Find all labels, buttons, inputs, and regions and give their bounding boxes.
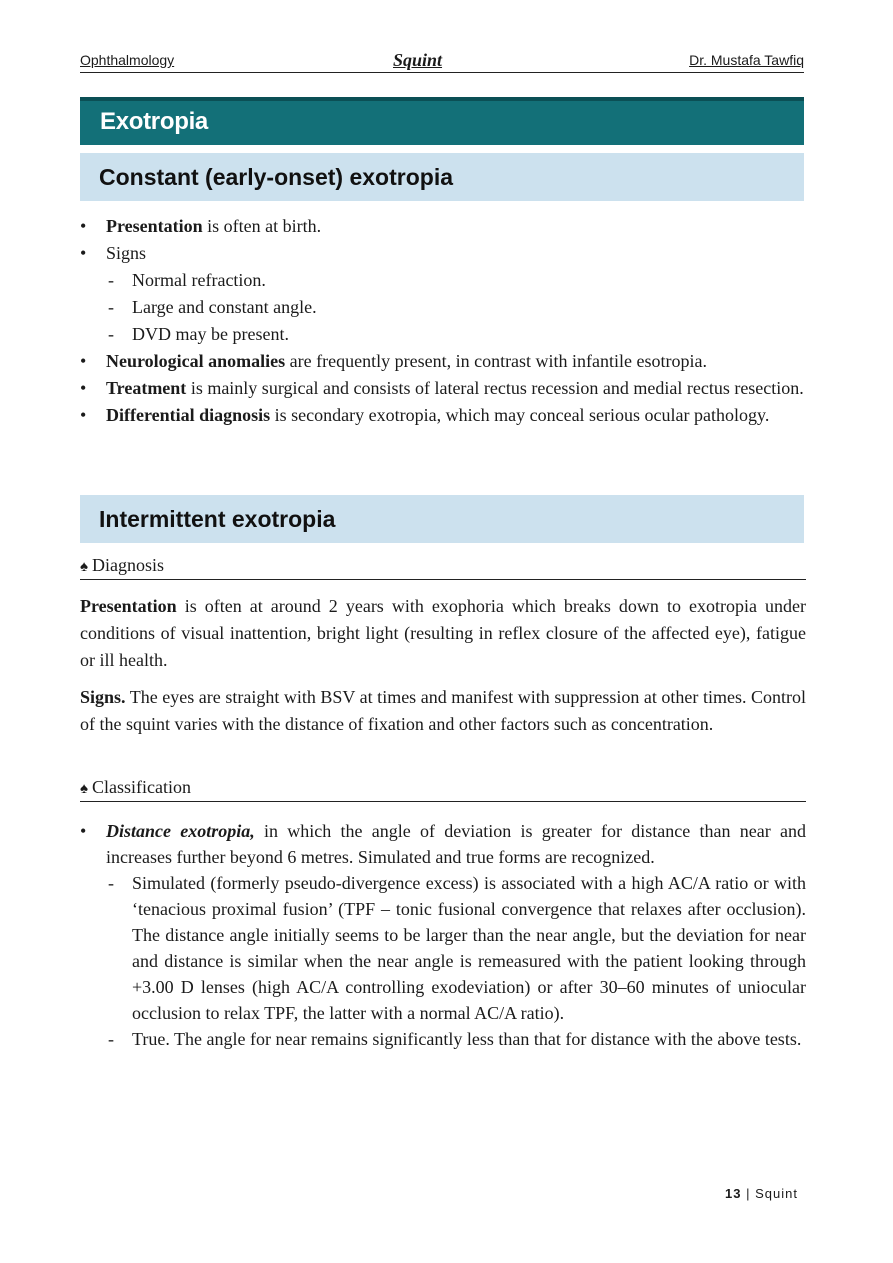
footer-separator: | bbox=[746, 1186, 751, 1201]
subsection-banner-intermittent bbox=[80, 495, 804, 543]
footer-label: Squint bbox=[755, 1186, 798, 1201]
spade-icon: ♠ bbox=[80, 781, 88, 797]
distance-sublist bbox=[106, 870, 806, 1052]
classification-heading: ♠ Classification bbox=[80, 777, 806, 802]
list-item: • Presentation is often at birth. bbox=[80, 213, 806, 240]
subsection-title-intermittent: Intermittent exotropia bbox=[99, 506, 336, 532]
sublist-item: - Normal refraction. bbox=[106, 267, 806, 294]
subsection-title-constant: Constant (early-onset) exotropia bbox=[99, 164, 453, 190]
signs-sublist bbox=[106, 267, 806, 348]
sublist-item: - Large and constant angle. bbox=[106, 294, 806, 321]
sublist-item: - True. The angle for near remains significantly less than that for distance with the above tests. bbox=[106, 1026, 806, 1052]
constant-exotropia-list bbox=[80, 213, 806, 429]
section-banner bbox=[80, 97, 804, 145]
page-header bbox=[80, 50, 804, 73]
list-item: • Treatment is mainly surgical and consists of lateral rectus recession and medial rectus resection. bbox=[80, 375, 806, 402]
header-chapter: Squint bbox=[393, 50, 443, 70]
diagnosis-heading: ♠ Diagnosis bbox=[80, 555, 806, 580]
header-subject: Ophthalmology bbox=[80, 52, 175, 68]
list-item: • Signs - Normal refraction. - Large and constant angle. - DVD may be present. bbox=[80, 240, 806, 348]
section-title: Exotropia bbox=[100, 108, 208, 135]
list-item: • Neurological anomalies are frequently present, in contrast with infantile esotropia. bbox=[80, 348, 806, 375]
page-footer bbox=[725, 1186, 798, 1201]
subsection-banner-constant bbox=[80, 153, 804, 201]
sublist-item: - Simulated (formerly pseudo-divergence excess) is associated with a high AC/A ratio or with ‘tenacious proximal fusion’ (TPF – tonic fusional convergence that relaxes after occlusion). The distance angle initially seems to be larger than the near angle, but the deviation for near and distance is similar when the near angle is remeasured with the patient looking through +3.00 D lenses (high AC/A controlling exodeviation) or after 30–60 minutes of uniocular occlusion to relax TPF, the latter with a normal AC/A ratio). bbox=[106, 870, 806, 1026]
classification-list bbox=[80, 818, 806, 1052]
signs-paragraph: Signs. The eyes are straight with BSV at times and manifest with suppression at other times. Control of the squint varies with the distance of fixation and other factors such as concentration. bbox=[80, 687, 806, 734]
list-item: • Differential diagnosis is secondary exotropia, which may conceal serious ocular pathology. bbox=[80, 402, 806, 429]
spade-icon: ♠ bbox=[80, 559, 88, 575]
page-number: 13 bbox=[725, 1186, 742, 1201]
header-author: Dr. Mustafa Tawfiq bbox=[689, 52, 804, 68]
presentation-paragraph: Presentation is often at around 2 years with exophoria which breaks down to exotropia under conditions of visual inattention, bright light (resulting in reflex closure of the affected eye), fatigue or ill health. bbox=[80, 596, 806, 670]
sublist-item: - DVD may be present. bbox=[106, 321, 806, 348]
list-item: • Distance exotropia, in which the angle of deviation is greater for distance than near and increases further beyond 6 metres. Simulated and true forms are recognized. - Simulated (formerly pseudo-divergence excess) is associated with a high AC/A ratio or with ‘tenacious proximal fusion’ (TPF – tonic fusional convergence that relaxes after occlusion). The distance angle initially seems to be larger than the near angle, but the deviation for near and distance is similar when the near angle is remeasured with the patient looking through +3.00 D lenses (high AC/A controlling exodeviation) or after 30–60 minutes of uniocular occlusion to relax TPF, the latter with a normal AC/A ratio). - True. The angle for near remains significantly less than that for distance with the above tests. bbox=[80, 818, 806, 1052]
